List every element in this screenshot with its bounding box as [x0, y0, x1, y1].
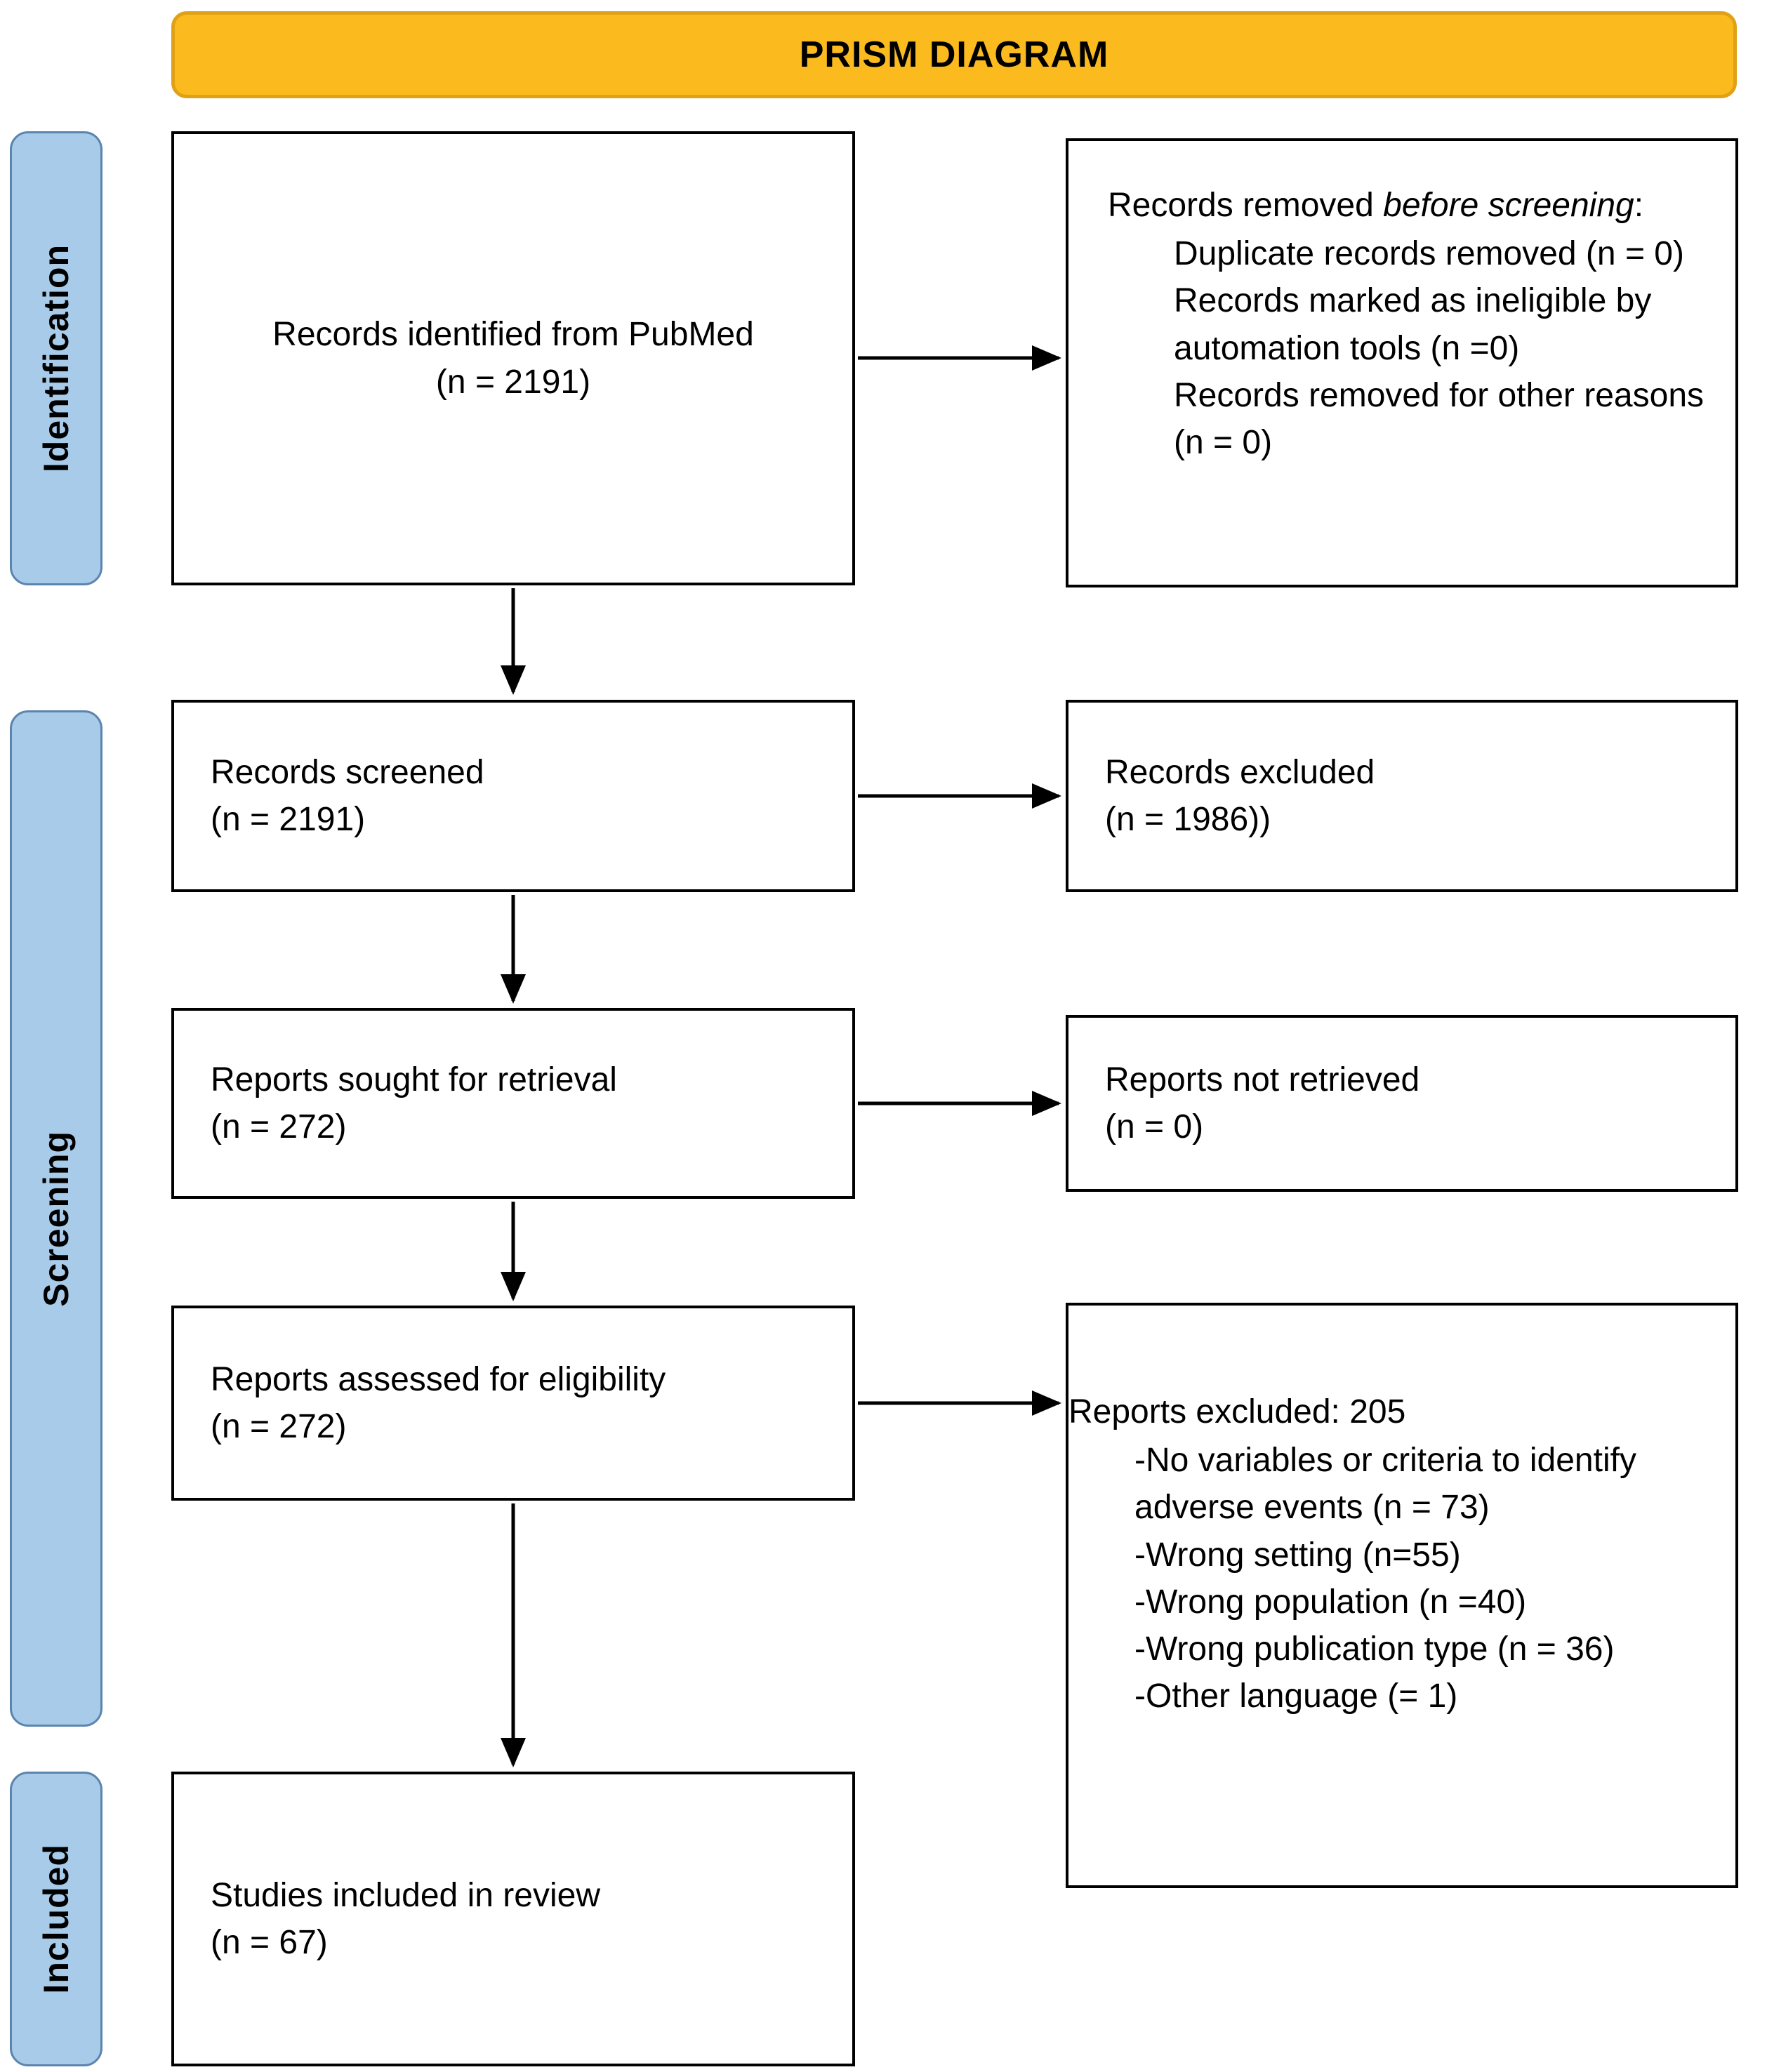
diagram-title: PRISM DIAGRAM: [799, 34, 1109, 75]
box-records-removed: [1066, 138, 1738, 587]
reports-assessed-count: (n = 272): [211, 1408, 347, 1445]
box-studies-included: [171, 1772, 855, 2066]
records-removed-heading-plain: Records removed: [1108, 187, 1384, 224]
records-excluded-line1: Records excluded: [1105, 753, 1375, 791]
box-records-identified: [171, 131, 855, 585]
reports-sought-line1: Reports sought for retrieval: [211, 1061, 617, 1098]
stage-bar-screening: [10, 710, 102, 1727]
box-reports-excluded: [1066, 1303, 1738, 1888]
studies-included-count: (n = 67): [211, 1924, 328, 1961]
excluded-reason-wrong-setting: -Wrong setting (n=55): [1134, 1536, 1461, 1574]
excluded-reason-wrong-publication: -Wrong publication type (n = 36): [1134, 1630, 1615, 1668]
not-retrieved-count: (n = 0): [1105, 1108, 1204, 1145]
stage-label-screening: Screening: [37, 1130, 76, 1307]
stage-bar-included: [10, 1772, 102, 2066]
box-records-excluded: [1066, 700, 1738, 892]
stage-bar-identification: [10, 131, 102, 585]
removed-item-automation: Records marked as ineligible by automation tools (n =0): [1174, 282, 1652, 367]
records-screened-count: (n = 2191): [211, 801, 366, 838]
diagram-title-banner: [171, 11, 1737, 98]
box-reports-assessed: [171, 1306, 855, 1501]
removed-item-duplicates: Duplicate records removed (n = 0): [1174, 235, 1684, 273]
records-removed-heading-suffix: :: [1634, 187, 1644, 224]
studies-included-line1: Studies included in review: [211, 1876, 600, 1914]
records-removed-heading: [1108, 182, 1707, 229]
box-records-screened: [171, 700, 855, 892]
stage-label-identification: Identification: [37, 244, 76, 473]
excluded-reason-other-language: -Other language (= 1): [1134, 1678, 1458, 1715]
box-reports-not-retrieved: [1066, 1015, 1738, 1192]
records-excluded-count: (n = 1986)): [1105, 801, 1271, 838]
records-identified-count: (n = 2191): [435, 363, 591, 401]
reports-sought-count: (n = 272): [211, 1108, 347, 1145]
box-reports-sought: [171, 1008, 855, 1199]
reports-excluded-heading: Reports excluded: 205: [1068, 1393, 1406, 1430]
records-identified-line1: Records identified from PubMed: [272, 316, 754, 354]
records-removed-heading-italic: before screening: [1383, 187, 1634, 224]
excluded-reason-wrong-population: -Wrong population (n =40): [1134, 1583, 1527, 1621]
not-retrieved-line1: Reports not retrieved: [1105, 1061, 1420, 1098]
excluded-reason-no-variables: -No variables or criteria to identify adverse events (n = 73): [1134, 1442, 1636, 1527]
records-screened-line1: Records screened: [211, 753, 484, 791]
removed-item-other: Records removed for other reasons (n = 0): [1174, 376, 1705, 461]
stage-label-included: Included: [37, 1844, 76, 1994]
reports-assessed-line1: Reports assessed for eligibility: [211, 1360, 666, 1398]
